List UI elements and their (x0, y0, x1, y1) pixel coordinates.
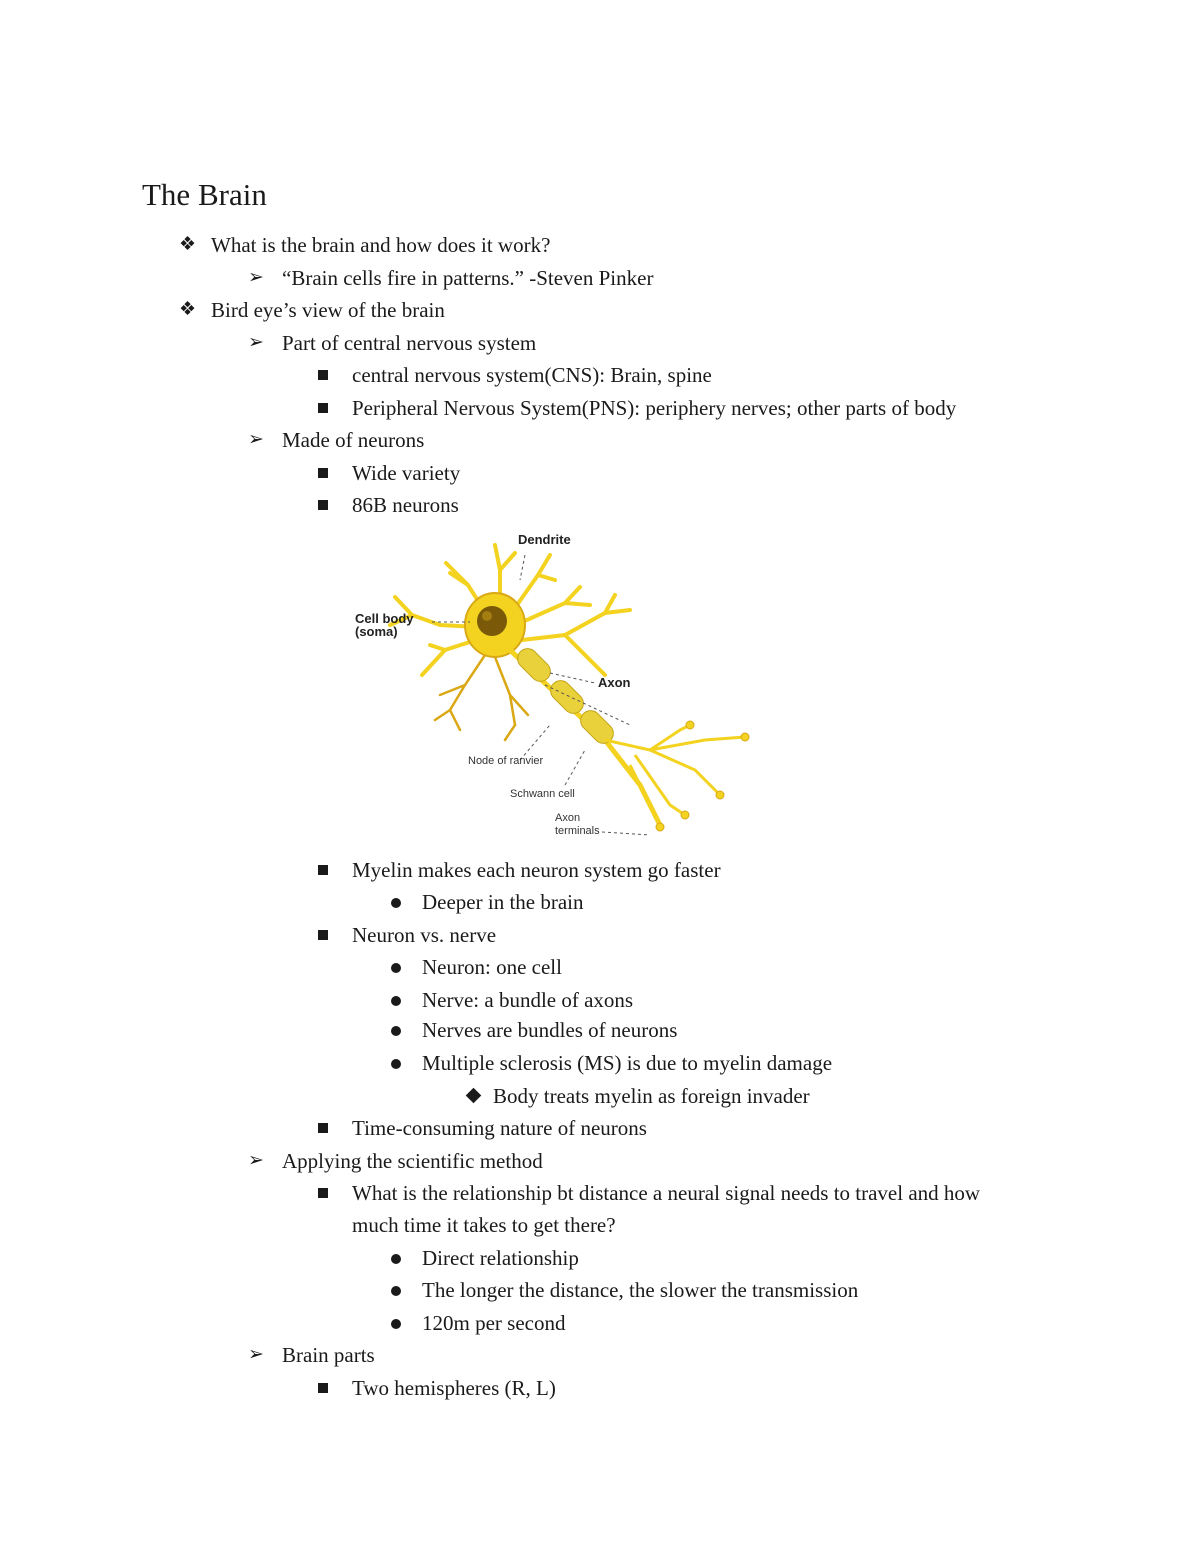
list-item (422, 1014, 677, 1046)
square-bullet-icon (318, 370, 328, 380)
list-item (248, 262, 654, 294)
item-text: “Brain cells fire in patterns.” -Steven Pinker (282, 266, 654, 290)
list-item (352, 489, 459, 521)
item-text: The longer the distance, the slower the transmission (422, 1278, 859, 1302)
item-text: Made of neurons (282, 428, 425, 452)
page-title: The Brain (142, 177, 267, 212)
list-item (352, 457, 460, 489)
item-text: Body treats myelin as foreign invader (493, 1084, 810, 1108)
item-text: Applying the scientific method (282, 1149, 543, 1173)
label-node-of-ranvier: Node of ranvier (468, 755, 544, 767)
arrow-bullet-icon: ➢ (248, 429, 264, 450)
list-item (248, 327, 537, 359)
label-cell-body: Cell body (355, 611, 414, 626)
list-item (352, 1372, 556, 1404)
list-item (422, 1242, 579, 1274)
label-axon-terminals: Axon (555, 812, 581, 824)
item-text: 120m per second (422, 1311, 566, 1335)
list-item-continuation (352, 1209, 616, 1241)
item-text: Wide variety (352, 461, 461, 485)
list-item (352, 854, 721, 886)
square-bullet-icon (318, 1188, 328, 1198)
item-text: Two hemispheres (R, L) (352, 1376, 556, 1400)
dot-bullet-icon (391, 1026, 401, 1036)
square-bullet-icon (318, 865, 328, 875)
list-item (179, 229, 551, 261)
dot-bullet-icon (391, 996, 401, 1006)
dot-bullet-icon (391, 1286, 401, 1296)
item-text: What is the brain and how does it work? (211, 233, 551, 257)
item-text: Deeper in the brain (422, 890, 584, 914)
square-bullet-icon (318, 1383, 328, 1393)
label-schwann-cell: Schwann cell (510, 788, 575, 800)
item-text: central nervous system(CNS): Brain, spine (352, 363, 712, 387)
list-item (422, 1307, 565, 1339)
square-bullet-icon (318, 468, 328, 478)
item-text: Nerve: a bundle of axons (422, 988, 634, 1012)
square-bullet-icon (318, 1123, 328, 1133)
list-item (352, 1112, 647, 1144)
label-dendrite: Dendrite (518, 532, 571, 547)
list-item (422, 951, 562, 983)
dot-bullet-icon (391, 898, 401, 908)
item-text: Time-consuming nature of neurons (352, 1116, 647, 1140)
neuron-diagram (350, 525, 760, 850)
square-bullet-icon (318, 930, 328, 940)
diamond-bullet-icon: ❖ (179, 234, 197, 255)
diamond-bullet-icon (466, 1088, 482, 1104)
item-text: Neuron vs. nerve (352, 923, 497, 947)
item-text: Bird eye’s view of the brain (211, 298, 445, 322)
list-item (248, 1339, 375, 1371)
label-axon: Axon (598, 675, 631, 690)
dot-bullet-icon (391, 1059, 401, 1069)
arrow-bullet-icon: ➢ (248, 1344, 264, 1365)
arrow-bullet-icon: ➢ (248, 1150, 264, 1171)
label-soma: (soma) (355, 624, 398, 639)
item-text: 86B neurons (352, 493, 459, 517)
list-item (352, 1177, 980, 1209)
list-item (179, 294, 445, 326)
item-text: Multiple sclerosis (MS) is due to myelin damage (422, 1051, 833, 1075)
arrow-bullet-icon: ➢ (248, 332, 264, 353)
diamond-bullet-icon: ❖ (179, 299, 197, 320)
nucleus (477, 606, 507, 636)
square-bullet-icon (318, 403, 328, 413)
list-item (422, 1274, 858, 1306)
dot-bullet-icon (391, 963, 401, 973)
axon-terminals (605, 725, 745, 825)
list-item (422, 1047, 832, 1079)
item-text: Direct relationship (422, 1246, 579, 1270)
item-text: Part of central nervous system (282, 331, 537, 355)
item-text: Myelin makes each neuron system go faster (352, 858, 721, 882)
item-text: Brain parts (282, 1343, 375, 1367)
item-text: Peripheral Nervous System(PNS): periphery nerves; other parts of body (352, 396, 957, 420)
list-item (493, 1080, 810, 1112)
item-text: What is the relationship bt distance a neural signal needs to travel and how (352, 1181, 981, 1205)
list-item (352, 392, 956, 424)
list-item (422, 984, 633, 1016)
square-bullet-icon (318, 500, 328, 510)
arrow-bullet-icon: ➢ (248, 267, 264, 288)
list-item (352, 359, 712, 391)
dot-bullet-icon (391, 1254, 401, 1264)
item-text: Nerves are bundles of neurons (422, 1018, 678, 1042)
item-text: Neuron: one cell (422, 955, 562, 979)
list-item (422, 886, 584, 918)
label-terminals: terminals (555, 825, 600, 837)
dot-bullet-icon (391, 1319, 401, 1329)
list-item (248, 1145, 543, 1177)
item-text: much time it takes to get there? (352, 1213, 616, 1237)
list-item (248, 424, 425, 456)
list-item (352, 919, 496, 951)
